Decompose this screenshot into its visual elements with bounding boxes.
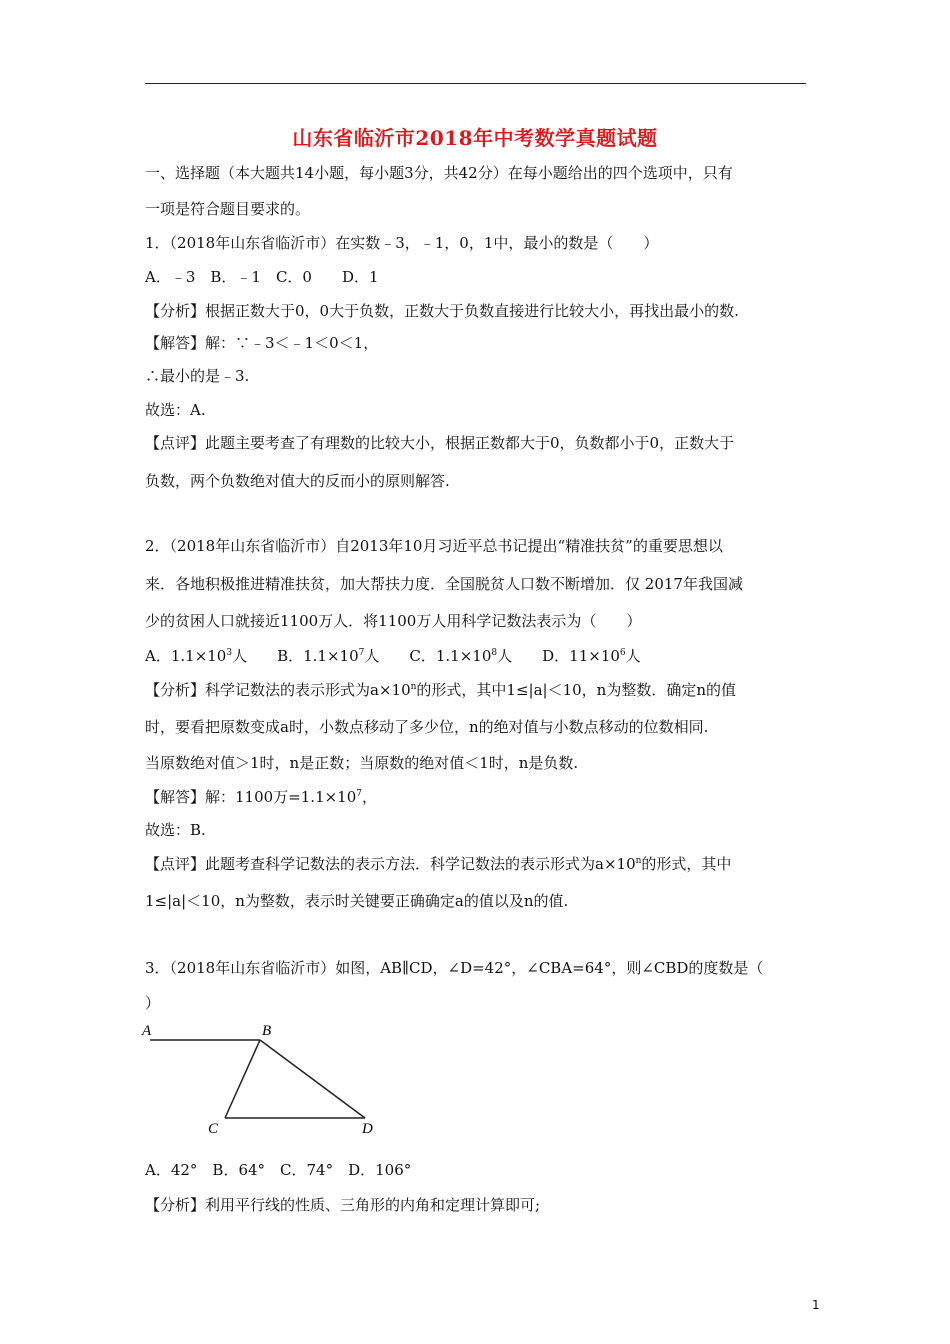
analysis-text: 根据正数大于0，0大于负数，正数大于负数直接进行比较大小，再找出最小的数. xyxy=(205,302,739,320)
analysis-text: 利用平行线的性质、三角形的内角和定理计算即可; xyxy=(205,1196,541,1214)
q1-comment-line1 xyxy=(145,433,734,453)
geometry-figure xyxy=(140,1020,380,1138)
q2-options xyxy=(145,646,641,666)
page-number: 1 xyxy=(812,1298,820,1312)
q2-option-a: A．$1.1\times 10^3$人 xyxy=(145,647,278,665)
q3-stem-line2: ） xyxy=(145,994,161,1012)
comment-text: 此题主要考查了有理数的比较大小，根据正数都大于0，负数都小于0，正数大于 xyxy=(205,434,735,452)
answer-tag: 【解答】 xyxy=(145,334,206,352)
q2-option-c: C．$1.1\times 10^8$人 xyxy=(409,647,543,665)
header-rule xyxy=(145,83,806,84)
segment-bd xyxy=(260,1040,365,1118)
q2-answer: 【解答】解：1100万$=1.1\times 10^7$， xyxy=(145,788,378,806)
page-title: 山东省临沂市2018年中考数学真题试题 xyxy=(292,126,658,150)
q1-analysis xyxy=(145,301,739,321)
q2-comment-line2: 1≤|a|＜10，n为整数，表示时关键要正确确定a的值以及n的值. xyxy=(145,892,569,910)
q2-option-b: B．$1.1\times 10^7$人 xyxy=(277,647,410,665)
section-intro-line1: 一、选择题（本大题共14小题，每小题3分，共42分）在每小题给出的四个选项中，只有 xyxy=(145,164,733,182)
q1-options: A．﹣3 B．﹣1 C．0 D．1 xyxy=(145,268,379,286)
q2-stem-line3: 少的贫困人口就接近1100万人．将1100万人用科学记数法表示为（ ） xyxy=(145,612,642,630)
q2-analysis-line1: 【分析】科学记数法的表示形式为$a\times 10^n$的形式，其中1≤|a|＜10，n为整数．确定n的值 xyxy=(145,681,736,699)
label-c: C xyxy=(208,1121,219,1137)
answer-text: 解：∵﹣3＜﹣1＜0＜1， xyxy=(205,334,379,352)
label-d: D xyxy=(362,1121,373,1137)
analysis-tag: 【分析】 xyxy=(145,681,206,699)
q2-stem-line1: 2．（2018年山东省临沂市）自2013年10月习近平总书记提出“精准扶贫”的重要思想以 xyxy=(145,537,723,555)
q1-stem: 1．（2018年山东省临沂市）在实数﹣3，﹣1，0，1中，最小的数是（ ） xyxy=(145,234,659,252)
q2-option-d: D．$11\times 10^6$人 xyxy=(542,647,641,665)
q2-stem-line2: 来．各地积极推进精准扶贫，加大帮扶力度．全国脱贫人口数不断增加．仅 2017年我国减 xyxy=(145,575,743,593)
q3-analysis xyxy=(145,1195,540,1215)
q1-answer xyxy=(145,333,378,353)
comment-tag: 【点评】 xyxy=(145,855,206,873)
q2-comment-line1: 【点评】此题考查科学记数法的表示方法．科学记数法的表示形式为$a\times 10^n$的形式，其中 xyxy=(145,855,732,873)
q1-answer-conclusion: ∴最小的是﹣3. xyxy=(145,367,250,385)
q3-options: A．42° B．64° C．74° D．106° xyxy=(145,1161,412,1179)
label-b: B xyxy=(262,1023,272,1039)
analysis-tag: 【分析】 xyxy=(145,1196,206,1214)
segment-bc xyxy=(225,1040,260,1118)
label-a: A xyxy=(142,1023,152,1039)
section-intro-line2: 一项是符合题目要求的。 xyxy=(145,200,311,218)
q1-choice: 故选：A. xyxy=(145,401,206,419)
q2-choice: 故选：B. xyxy=(145,821,206,839)
q2-analysis-line3: 当原数绝对值＞1时，n是正数；当原数的绝对值＜1时，n是负数. xyxy=(145,754,579,772)
answer-tag: 【解答】 xyxy=(145,788,206,806)
q3-stem-line1: 3．（2018年山东省临沂市）如图，AB∥CD，∠D=42°，∠CBA=64°，则∠CBD的度数是（ xyxy=(145,959,764,977)
q2-analysis-line2: 时，要看把原数变成a时，小数点移动了多少位，n的绝对值与小数点移动的位数相同. xyxy=(145,718,709,736)
comment-tag: 【点评】 xyxy=(145,434,206,452)
analysis-tag: 【分析】 xyxy=(145,302,206,320)
q1-comment-line2: 负数，两个负数绝对值大的反而小的原则解答. xyxy=(145,472,450,490)
